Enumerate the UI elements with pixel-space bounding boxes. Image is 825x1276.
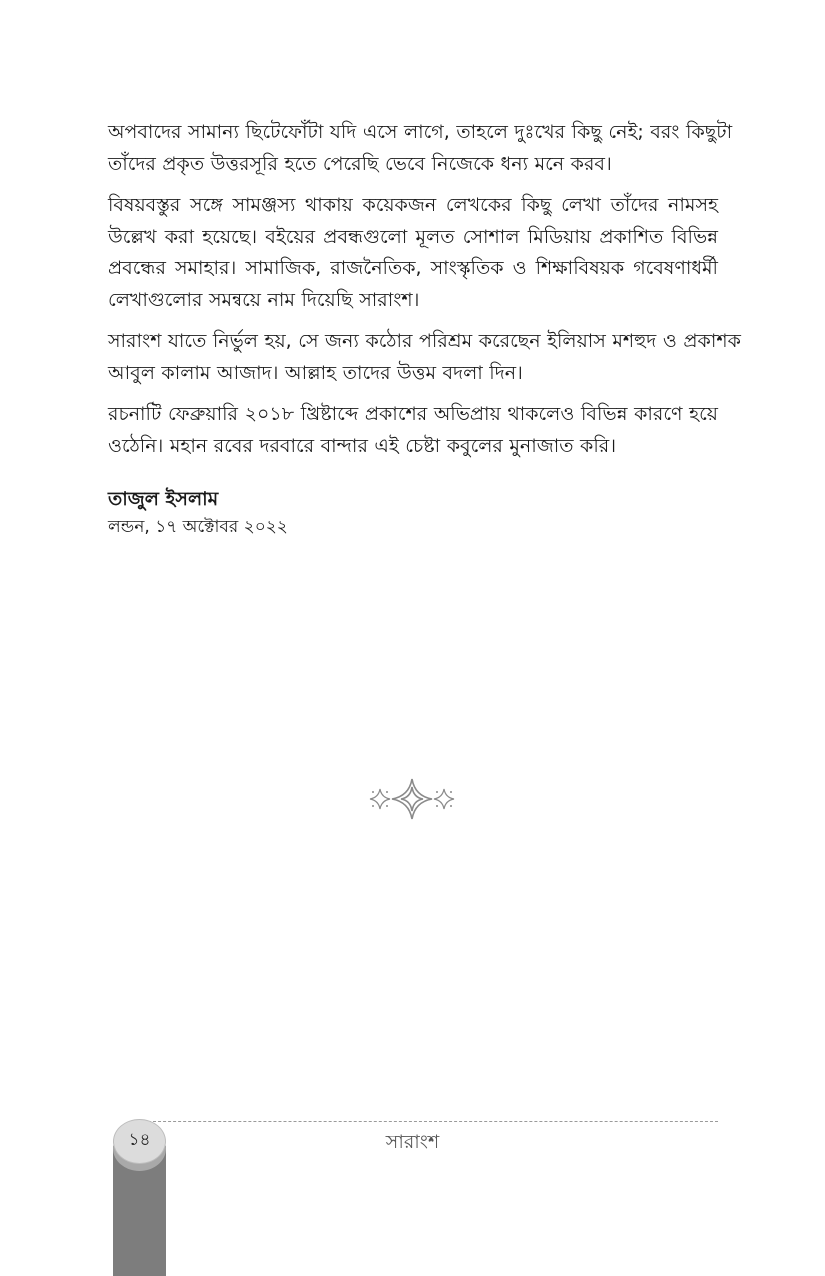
paragraph-3: [108, 326, 741, 389]
four-point-star-ornament-icon: [366, 775, 458, 825]
page-number: ১৪: [113, 1119, 166, 1164]
signature-block: [108, 485, 288, 541]
text-line: ওঠেনি। মহান রবের দরবারে বান্দার এই চেষ্টা কবুলের মুনাজাত করি।: [108, 434, 617, 457]
text-line: সারাংশ যাতে নির্ভুল হয়, সে জন্য কঠোর পরিশ্রম করেছেন ইলিয়াস মশহুদ ও প্রকাশক: [108, 330, 741, 352]
author-name: তাজুল ইসলাম: [108, 488, 219, 510]
text-line: বিষয়বস্তুর সঙ্গে সামঞ্জস্য থাকায় কয়েকজন লেখকের কিছু লেখা তাঁদের নামসহ: [108, 194, 718, 216]
place-and-date: লন্ডন, ১৭ অক্টোবর ২০২২: [108, 517, 288, 537]
text-line: রচনাটি ফেব্রুয়ারি ২০১৮ খ্রিষ্টাব্দে প্রকাশের অভিপ্রায় থাকলেও বিভিন্ন কারণে হয়ে: [108, 403, 718, 425]
text-line: অপবাদের সামান্য ছিটেফোঁটা যদি এসে লাগে, তাহলে দুঃখের কিছু নেই; বরং কিছুটা: [108, 121, 733, 143]
text-line: প্রবন্ধের সমাহার। সামাজিক, রাজনৈতিক, সাংস্কৃতিক ও শিক্ষাবিষয়ক গবেষণাধর্মী: [108, 257, 718, 279]
text-line: উল্লেখ করা হয়েছে। বইয়ের প্রবন্ধগুলো মূলত সোশাল মিডিয়ায় প্রকাশিত বিভিন্ন: [108, 225, 718, 248]
footer-divider: [148, 1121, 718, 1122]
paragraph-2: [108, 190, 718, 316]
text-line: আবুল কালাম আজাদ। আল্লাহ তাদের উত্তম বদলা দিন।: [108, 361, 523, 384]
text-line: তাঁদের প্রকৃত উত্তরসূরি হতে পেরেছি ভেবে নিজেকে ধন্য মনে করব।: [108, 152, 612, 175]
paragraph-4: [108, 399, 718, 462]
text-line: লেখাগুলোর সমন্বয়ে নাম দিয়েছি সারাংশ।: [108, 288, 420, 311]
page-body: [108, 117, 741, 472]
paragraph-1: [108, 117, 733, 180]
running-footer-title: সারাংশ: [385, 1131, 440, 1153]
